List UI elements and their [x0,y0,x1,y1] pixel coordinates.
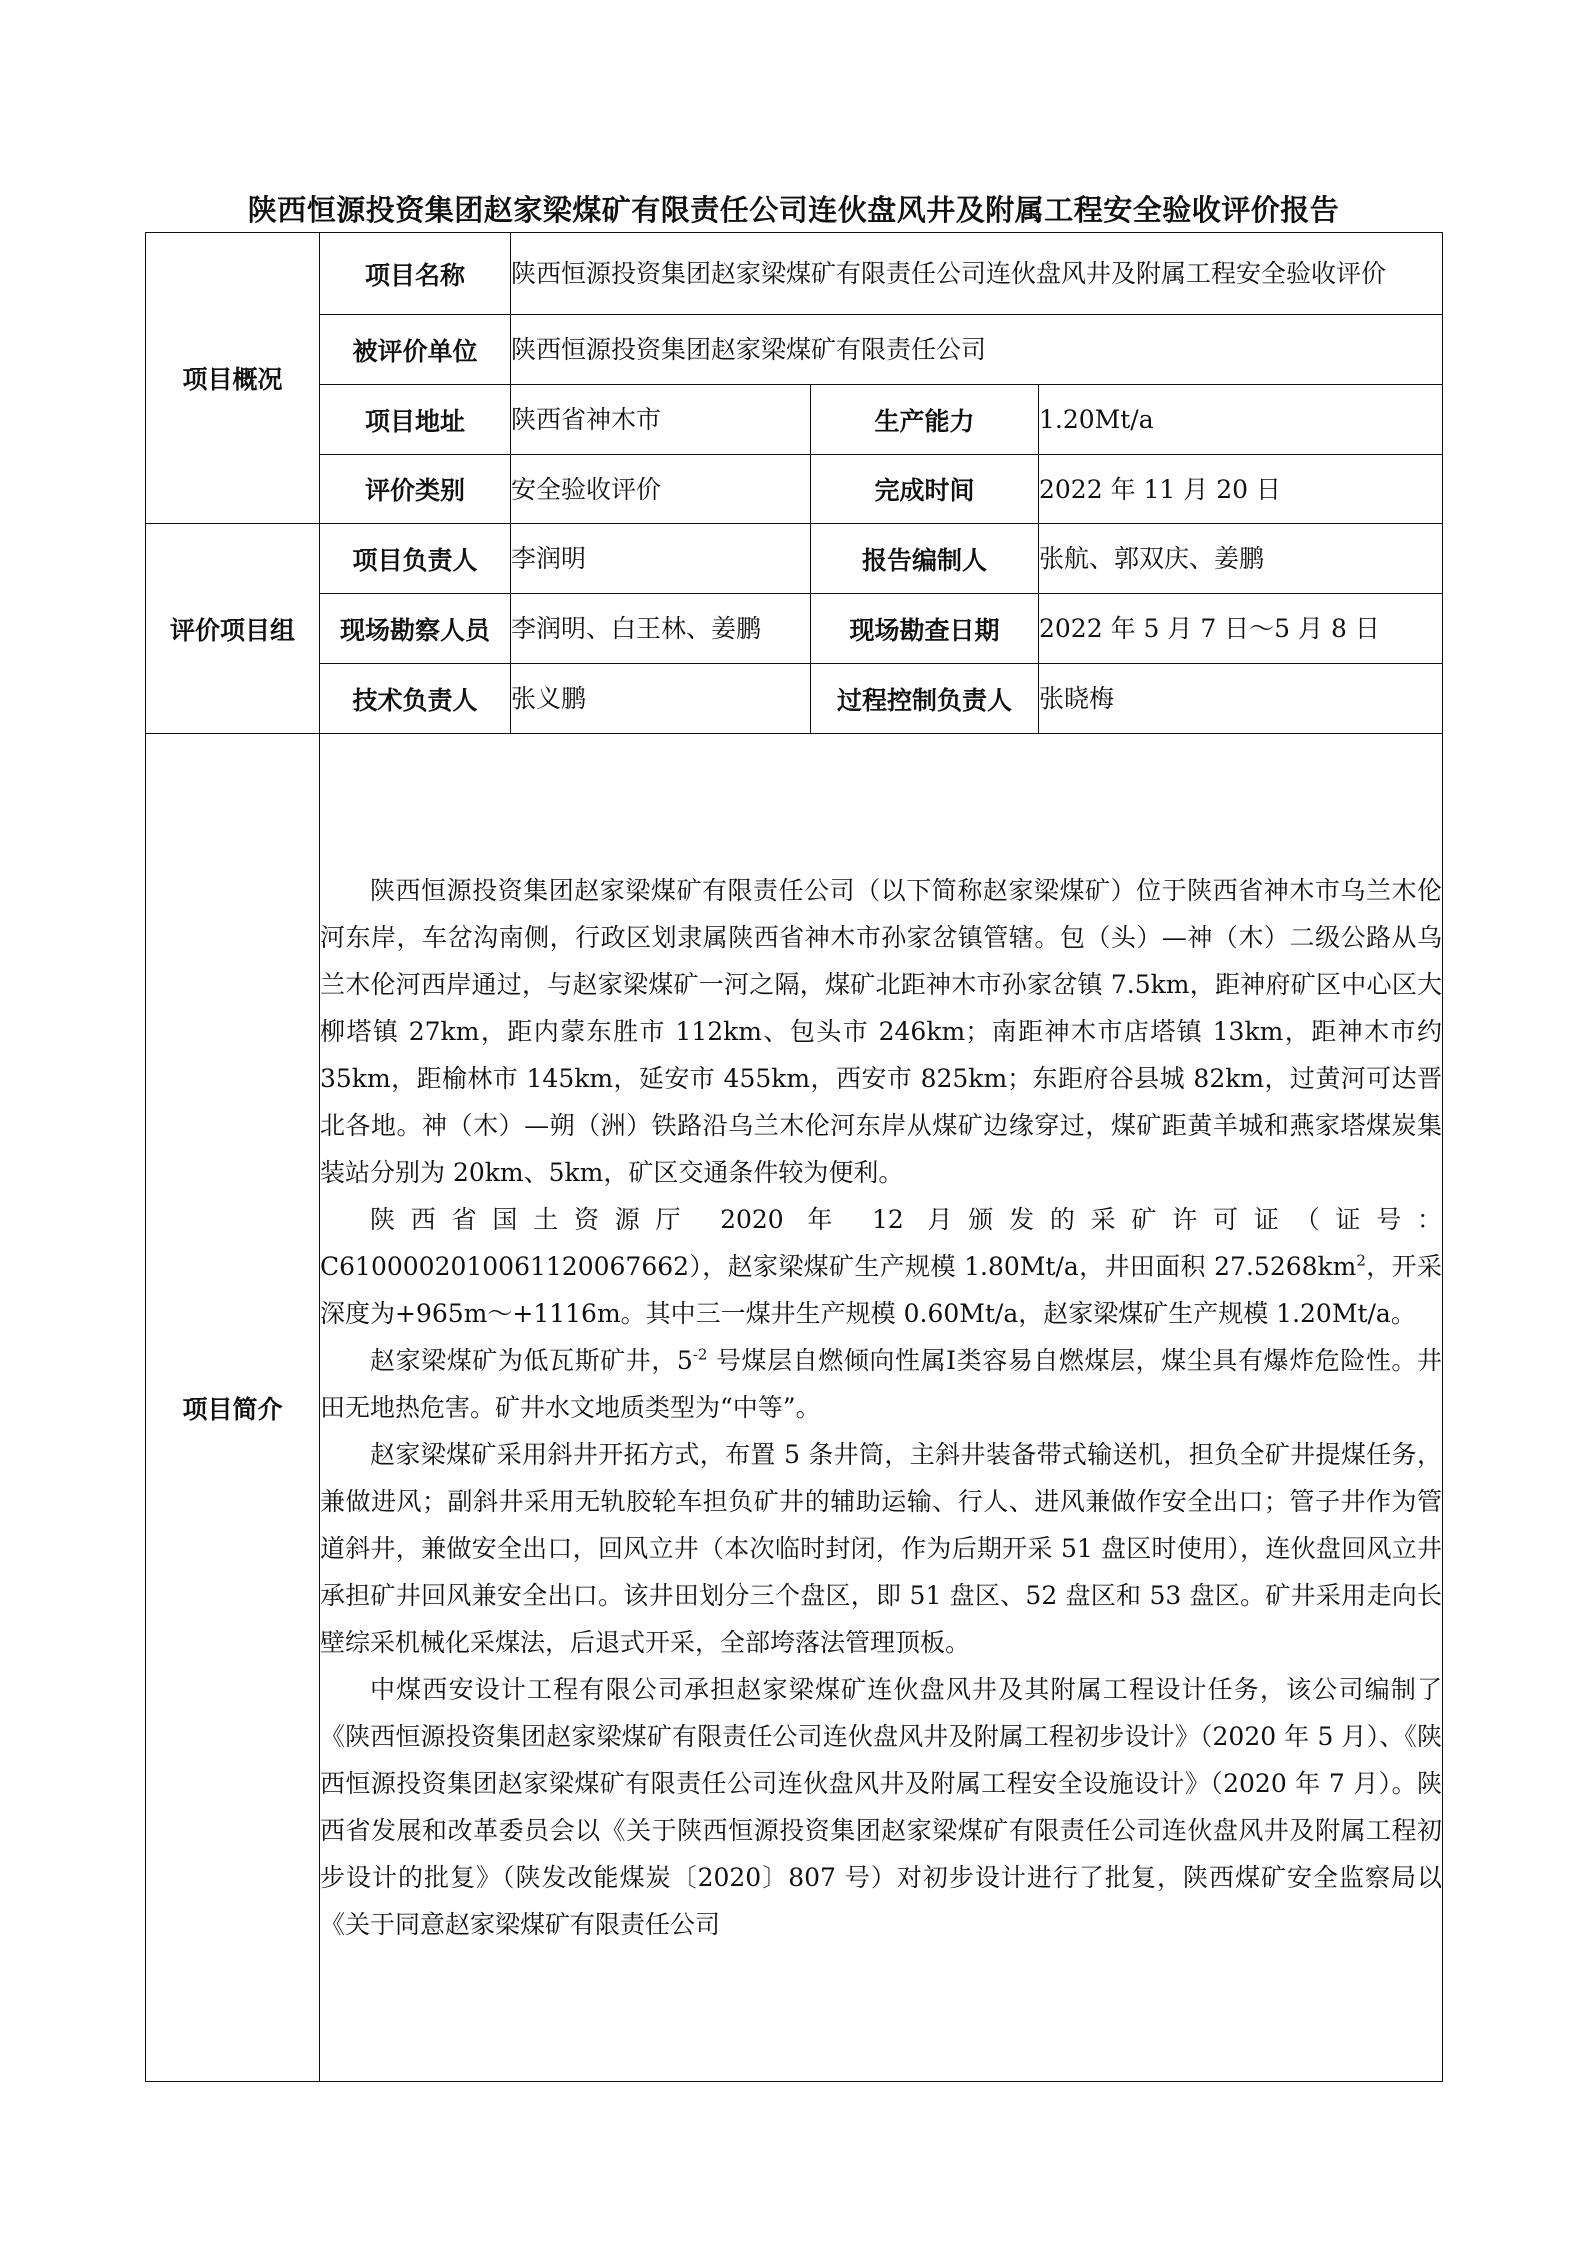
process-control-value: 张晓梅 [1039,664,1443,734]
project-name-value: 陕西恒源投资集团赵家梁煤矿有限责任公司连伙盘风井及附属工程安全验收评价 [511,233,1443,315]
project-name-label: 项目名称 [320,233,511,315]
intro-group-label: 项目简介 [146,734,320,2082]
intro-paragraph-1: 陕西恒源投资集团赵家梁煤矿有限责任公司（以下简称赵家梁煤矿）位于陕西省神木市乌兰木伦河东岸，车岔沟南侧，行政区划隶属陕西省神木市孙家岔镇管辖。包（头）—神（木）二级公路从乌兰木伦河西岸通过，与赵家梁煤矿一河之隔，煤矿北距神木市孙家岔镇 7.5km，距神府矿区中心区大柳塔镇 27km，距内蒙东胜市 112km、包头市 246km；南距神木市店塔镇 13km，距神木市约 35km，距榆林市 145km，延安市 455km，西安市 825km；东距府谷县城 82km，过黄河可达晋北各地。神（木）—朔（洲）铁路沿乌兰木伦河东岸从煤矿边缘穿过，煤矿距黄羊城和燕家塔煤炭集装站分别为 20km、5km，矿区交通条件较为便利。 [320,876,1443,1187]
survey-date-value: 2022 年 5 月 7 日～5 月 8 日 [1039,594,1443,664]
intro-paragraph-2 [320,1196,1442,1337]
evaluated-unit-label: 被评价单位 [320,315,511,385]
address-label: 项目地址 [320,385,511,455]
intro-paragraph-3-superscript: -2 [692,1345,708,1364]
intro-paragraph-2-text-b: ，开采深度为+965m～+1116m。其中三一煤井生产规模 0.60Mt/a，赵家梁煤矿生产规模 1.20Mt/a。 [320,1252,1442,1328]
leader-value: 李润明 [511,524,811,594]
intro-body [320,734,1443,2082]
intro-paragraph-4: 赵家梁煤矿采用斜井开拓方式，布置 5 条井筒，主斜井装备带式输送机，担负全矿井提煤任务，兼做进风；副斜井采用无轨胶轮车担负矿井的辅助运输、行人、进风兼做作安全出口；管子井作为管道斜井，兼做安全出口，回风立井（本次临时封闭，作为后期开采 51 盘区时使用），连伙盘回风立井承担矿井回风兼安全出口。该井田划分三个盘区，即 51 盘区、52 盘区和 53 盘区。矿井采用走向长壁综采机械化采煤法，后退式开采，全部垮落法管理顶板。 [320,1440,1443,1657]
intro-paragraph-5: 中煤西安设计工程有限公司承担赵家梁煤矿连伙盘风井及其附属工程设计任务，该公司编制了《陕西恒源投资集团赵家梁煤矿有限责任公司连伙盘风井及附属工程初步设计》（2020 年 5 月）、《陕西恒源投资集团赵家梁煤矿有限责任公司连伙盘风井及附属工程安全设施设计》（2020 年 7 月）。陕西省发展和改革委员会以《关于陕西恒源投资集团赵家梁煤矿有限责任公司连伙盘风井及附属工程初步设计的批复》（陕发改能煤炭〔2020〕807 号）对初步设计进行了批复，陕西煤矿安全监察局以《关于同意赵家梁煤矿有限责任公司 [320,1675,1443,1939]
survey-date-label: 现场勘查日期 [811,594,1039,664]
evaluated-unit-value: 陕西恒源投资集团赵家梁煤矿有限责任公司 [511,315,1443,385]
intro-paragraph-3-text-a: 赵家梁煤矿为低瓦斯矿井，5 [370,1346,693,1375]
surveyors-value: 李润明、白王林、姜鹏 [511,594,811,664]
intro-paragraph-3-text-b: 号煤层自燃倾向性属Ⅰ类容易自燃煤层，煤尘具有爆炸危险性。井田无地热危害。矿井水文地质类型为“中等”。 [320,1346,1442,1422]
table-row [146,455,1443,524]
capacity-label: 生产能力 [811,385,1039,455]
completion-label: 完成时间 [811,455,1039,524]
intro-paragraph-2-text-a: 陕西省国土资源厅 2020 年 12 月颁发的采矿许可证（证号：C6100002010061120067662），赵家梁煤矿生产规模 1.80Mt/a，井田面积 27.5268km [320,1205,1443,1281]
table-row [146,664,1443,734]
category-label: 评价类别 [320,455,511,524]
report-summary-table [145,232,1443,2082]
tech-lead-label: 技术负责人 [320,664,511,734]
leader-label: 项目负责人 [320,524,511,594]
category-value: 安全验收评价 [511,455,811,524]
table-row [146,233,1443,315]
author-label: 报告编制人 [811,524,1039,594]
completion-value: 2022 年 11 月 20 日 [1039,455,1443,524]
process-control-label: 过程控制负责人 [811,664,1039,734]
table-row [146,315,1443,385]
table-row [146,734,1443,2082]
table-row [146,524,1443,594]
tech-lead-value: 张义鹏 [511,664,811,734]
table-row [146,594,1443,664]
overview-group-label: 项目概况 [146,233,320,524]
surveyors-label: 现场勘察人员 [320,594,511,664]
intro-paragraph-3 [320,1337,1442,1431]
table-row [146,385,1443,455]
address-value: 陕西省神木市 [511,385,811,455]
capacity-value: 1.20Mt/a [1039,385,1443,455]
team-group-label: 评价项目组 [146,524,320,734]
author-value: 张航、郭双庆、姜鹏 [1039,524,1443,594]
intro-paragraph-2-superscript: 2 [1356,1251,1366,1270]
document-title: 陕西恒源投资集团赵家梁煤矿有限责任公司连伙盘风井及附属工程安全验收评价报告 [247,193,1340,227]
